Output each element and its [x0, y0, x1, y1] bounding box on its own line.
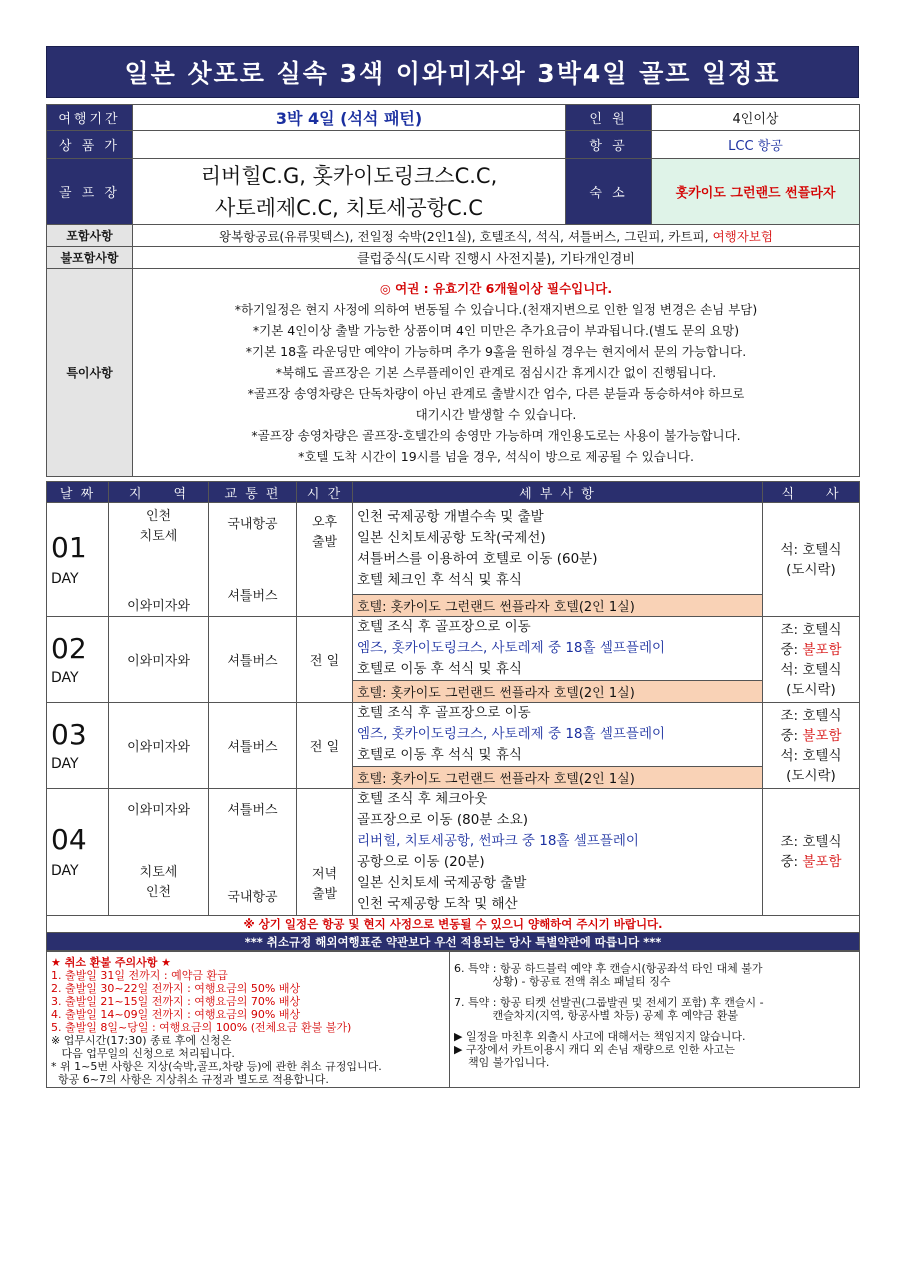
meal-lunch-label: 중:	[780, 641, 803, 658]
day-1-time: 오후 출발	[297, 503, 353, 617]
cancel-note: ※ 업무시간(17:30) 종료 후에 신청은	[51, 1034, 232, 1047]
schedule-table	[46, 481, 860, 951]
area-bottom: 이와미자와	[127, 599, 190, 614]
cancel-note: 다음 업무일의 신청으로 처리됩니다.	[51, 1047, 235, 1060]
golf-play-line: 리버힐, 치토세공항, 썬파크 중 18홀 셀프플레이	[357, 833, 639, 849]
spacer	[454, 988, 855, 996]
special-term: ▶ 일정을 마친후 외출시 사고에 대해서는 책임지지 않습니다.	[454, 1030, 746, 1043]
people-value: 4인이상	[652, 105, 860, 131]
meal-breakfast: 조: 호텔식	[780, 707, 842, 724]
detail-line: 호텔로 이동 후 석식 및 휴식	[357, 661, 522, 677]
day-label: DAY	[51, 669, 79, 686]
detail-line: 호텔로 이동 후 석식 및 휴식	[357, 747, 522, 763]
schedule-header	[47, 482, 860, 503]
col-area: 지 역	[109, 482, 209, 503]
include-insurance: 여행자보험	[712, 228, 773, 244]
transport-top: 국내항공	[227, 517, 278, 532]
include-value	[133, 225, 860, 247]
cancel-rule: 3. 출발일 21~15일 전까지 : 여행요금의 70% 배상	[51, 995, 301, 1008]
day-2-time: 전 일	[297, 617, 353, 703]
day-4-meals	[763, 789, 860, 916]
day-1	[47, 503, 109, 617]
special-term: 7. 특약 : 항공 티켓 선발권(그룹발권 및 전세기 포함) 후 캔슬시 -	[454, 996, 764, 1009]
day-3-details	[353, 703, 763, 767]
day-1-transport	[209, 503, 297, 617]
special-line: *하기일정은 현지 사정에 의하여 변동될 수 있습니다.(천재지변으로 인한 일정 변경은 손님 부담)	[234, 302, 758, 317]
info-table	[46, 104, 860, 477]
day-1-meals	[763, 503, 860, 617]
day-4-details	[353, 789, 763, 916]
detail-line: 셔틀버스를 이용하여 호텔로 이동 (60분)	[357, 550, 598, 567]
special-term: ▶ 구장에서 카트이용시 캐디 외 손님 재량으로 인한 사고는	[454, 1043, 735, 1056]
cancel-terms	[46, 951, 860, 1088]
meal-lunch	[767, 726, 855, 746]
special-line: *북해도 골프장은 기본 스루플레이인 관계로 점심시간 휴게시간 없이 진행됩니다.	[275, 365, 717, 380]
meal-note: (도시락)	[786, 561, 836, 578]
meal-lunch-label: 중:	[780, 854, 803, 870]
meal-lunch-value: 불포함	[802, 641, 842, 658]
special-term: 캔슬차지(지역, 항공사별 차등) 공제 후 예약금 환불	[454, 1009, 739, 1022]
cancel-left	[47, 952, 450, 1088]
cancel-rule: 5. 출발일 8일~당일 : 여행요금의 100% (전체요금 환불 불가)	[51, 1021, 352, 1034]
day-1-hotel: 호텔: 홋카이도 그런랜드 썬플라자 호텔(2인 1실)	[353, 595, 763, 617]
day-2-hotel: 호텔: 홋카이도 그런랜드 썬플라자 호텔(2인 1실)	[353, 681, 763, 703]
day-3	[47, 703, 109, 789]
detail-line: 골프장으로 이동 (80분 소요)	[357, 812, 528, 828]
day-3-meals	[763, 703, 860, 789]
day-2-details	[353, 617, 763, 681]
special-line: *골프장 송영차량은 단독차량이 아닌 관계로 출발시간 엄수, 다른 분들과 동승하셔야 하므로	[247, 386, 745, 401]
price-value	[133, 131, 566, 159]
day-1-area	[109, 503, 209, 617]
detail-line: 인천 국제공항 도착 및 해산	[357, 896, 518, 912]
detail-line: 호텔 조식 후 골프장으로 이동	[357, 705, 531, 721]
cancel-rule: 2. 출발일 30~22일 전까지 : 여행요금의 50% 배상	[51, 982, 301, 995]
hotel-value: 홋카이도 그런랜드 썬플라자	[652, 159, 860, 225]
area-bottom: 치토세 인천	[139, 865, 178, 900]
transport-bottom: 셔틀버스	[227, 589, 278, 604]
special-term: 책임 불가입니다.	[454, 1056, 550, 1069]
day-3-transport: 셔틀버스	[209, 703, 297, 789]
day-2-transport: 셔틀버스	[209, 617, 297, 703]
col-transport: 교 통 편	[209, 482, 297, 503]
special-notes	[133, 269, 860, 477]
include-label: 포함사항	[47, 225, 133, 247]
day-4-transport	[209, 789, 297, 916]
day-row-1	[47, 503, 860, 595]
day-row-3	[47, 703, 860, 767]
cancel-rule: 4. 출발일 14~09일 전까지 : 여행요금의 90% 배상	[51, 1008, 301, 1021]
people-label: 인 원	[566, 105, 652, 131]
col-date: 날 짜	[47, 482, 109, 503]
price-label: 상 품 가	[47, 131, 133, 159]
golf-courses	[133, 159, 566, 225]
special-line: *호텔 도착 시간이 19시를 넘을 경우, 석식이 방으로 제공될 수 있습니다.	[298, 449, 694, 464]
golf-line-1: 리버힐C.G, 홋카이도링크스C.C,	[200, 163, 498, 188]
golf-line-2: 사토레제C.C, 치토세공항C.C	[215, 195, 483, 220]
day-4-area	[109, 789, 209, 916]
meal-lunch-value: 불포함	[802, 727, 842, 744]
meal-note: (도시락)	[786, 767, 836, 784]
day-2-meals	[763, 617, 860, 703]
day-4-time: 저녁 출발	[297, 789, 353, 916]
cancel-right	[450, 952, 860, 1088]
page-title: 일본 삿포로 실속 3색 이와미자와 3박4일 골프 일정표	[46, 46, 859, 98]
day-2-area: 이와미자와	[109, 617, 209, 703]
day-row-2	[47, 617, 860, 681]
day-number: 04	[51, 823, 87, 856]
cancel-note: * 위 1~5번 사항은 지상(숙박,골프,차량 등)에 관한 취소 규정입니다.	[51, 1060, 382, 1073]
day-label: DAY	[51, 863, 79, 879]
schedule-notice: ※ 상기 일정은 항공 및 현지 사정으로 변동될 수 있으니 양해하여 주시기 바랍니다.	[47, 916, 860, 933]
day-4	[47, 789, 109, 916]
detail-line: 공항으로 이동 (20분)	[357, 854, 485, 870]
col-details: 세 부 사 항	[353, 482, 763, 503]
special-term: 상황) - 항공료 전액 취소 패널티 징수	[454, 975, 671, 988]
special-line: *기본 18홀 라운딩만 예약이 가능하며 추가 9홀을 원하실 경우는 현지에서 문의 가능합니다.	[245, 344, 747, 359]
transport-top: 셔틀버스	[227, 803, 278, 818]
include-text: 왕복항공료(유류및텍스), 전일정 숙박(2인1실), 호텔조식, 석식, 셔틀버스, 그린피, 카트피,	[219, 228, 709, 244]
col-time: 시 간	[297, 482, 353, 503]
area-top: 인천 치토세	[139, 509, 178, 544]
special-term: 6. 특약 : 항공 하드블럭 예약 후 캔슬시(항공좌석 타인 대체 불가	[454, 962, 763, 975]
col-meals: 식 사	[763, 482, 860, 503]
detail-line: 일본 신치토세 국제공항 출발	[357, 875, 527, 891]
meal-lunch-value: 불포함	[802, 854, 842, 870]
day-row-4	[47, 789, 860, 916]
exclude-value: 클럽중식(도시락 진행시 사전지불), 기타개인경비	[133, 247, 860, 269]
detail-line: 호텔 체크인 후 석식 및 휴식	[357, 571, 522, 588]
golf-play-line: 엠즈, 홋카이도링크스, 사토레제 중 18홀 셀프플레이	[357, 726, 666, 742]
day-3-area: 이와미자와	[109, 703, 209, 789]
cancel-title: ★ 취소 환불 주의사항 ★	[51, 956, 172, 969]
air-value: LCC 항공	[652, 131, 860, 159]
meal-breakfast: 조: 호텔식	[780, 834, 842, 850]
meal-lunch	[767, 852, 855, 872]
period-label: 여행기간	[47, 105, 133, 131]
detail-line: 호텔 조식 후 체크아웃	[357, 791, 488, 807]
detail-line: 호텔 조식 후 골프장으로 이동	[357, 619, 531, 635]
cancel-note: 항공 6~7의 사항은 지상취소 규정과 별도로 적용합니다.	[51, 1073, 329, 1086]
meal-lunch	[767, 640, 855, 660]
special-line: *기본 4인이상 출발 가능한 상품이며 4인 미만은 추가요금이 부과됩니다.(별도 문의 요망)	[252, 323, 740, 338]
day-label: DAY	[51, 755, 79, 772]
air-label: 항 공	[566, 131, 652, 159]
hotel-label: 숙 소	[566, 159, 652, 225]
meal-lunch-label: 중:	[780, 727, 803, 744]
detail-line: 일본 신치토세공항 도착(국제선)	[357, 529, 546, 546]
exclude-label: 불포함사항	[47, 247, 133, 269]
day-3-time: 전 일	[297, 703, 353, 789]
golf-play-line: 엠즈, 홋카이도링크스, 사토레제 중 18홀 셀프플레이	[357, 640, 666, 656]
special-line: *골프장 송영차량은 골프장-호텔간의 송영만 가능하며 개인용도로는 사용이 불가능합니다.	[251, 428, 741, 443]
day-label: DAY	[51, 570, 79, 587]
area-top: 이와미자와	[127, 803, 190, 818]
detail-line: 인천 국제공항 개별수속 및 출발	[357, 508, 544, 525]
cancel-policy-banner: *** 취소규정 해외여행표준 약관보다 우선 적용되는 당사 특별약관에 따릅니다 ***	[47, 933, 860, 951]
meal-dinner: 석: 호텔식	[780, 747, 842, 764]
golf-label: 골 프 장	[47, 159, 133, 225]
day-1-details	[353, 503, 763, 595]
cancel-rule: 1. 출발일 31일 전까지 : 예약금 환급	[51, 969, 228, 982]
day-number: 03	[51, 717, 87, 751]
period-value: 3박 4일 (석석 패턴)	[133, 105, 566, 131]
meal-note: (도시락)	[786, 681, 836, 698]
day-number: 01	[51, 530, 87, 564]
day-3-hotel: 호텔: 홋카이도 그런랜드 썬플라자 호텔(2인 1실)	[353, 767, 763, 789]
meal-dinner: 석: 호텔식	[780, 661, 842, 678]
special-label: 특이사항	[47, 269, 133, 477]
day-number: 02	[51, 631, 87, 665]
transport-bottom: 국내항공	[227, 890, 278, 905]
meal-breakfast: 조: 호텔식	[780, 621, 842, 638]
passport-note: ◎ 여권 : 유효기간 6개월이상 필수입니다.	[379, 281, 613, 296]
spacer	[454, 1022, 855, 1030]
itinerary-document	[46, 46, 859, 1088]
day-2	[47, 617, 109, 703]
meal-dinner: 석: 호텔식	[780, 541, 842, 558]
special-line: 대기시간 발생할 수 있습니다.	[415, 407, 577, 422]
